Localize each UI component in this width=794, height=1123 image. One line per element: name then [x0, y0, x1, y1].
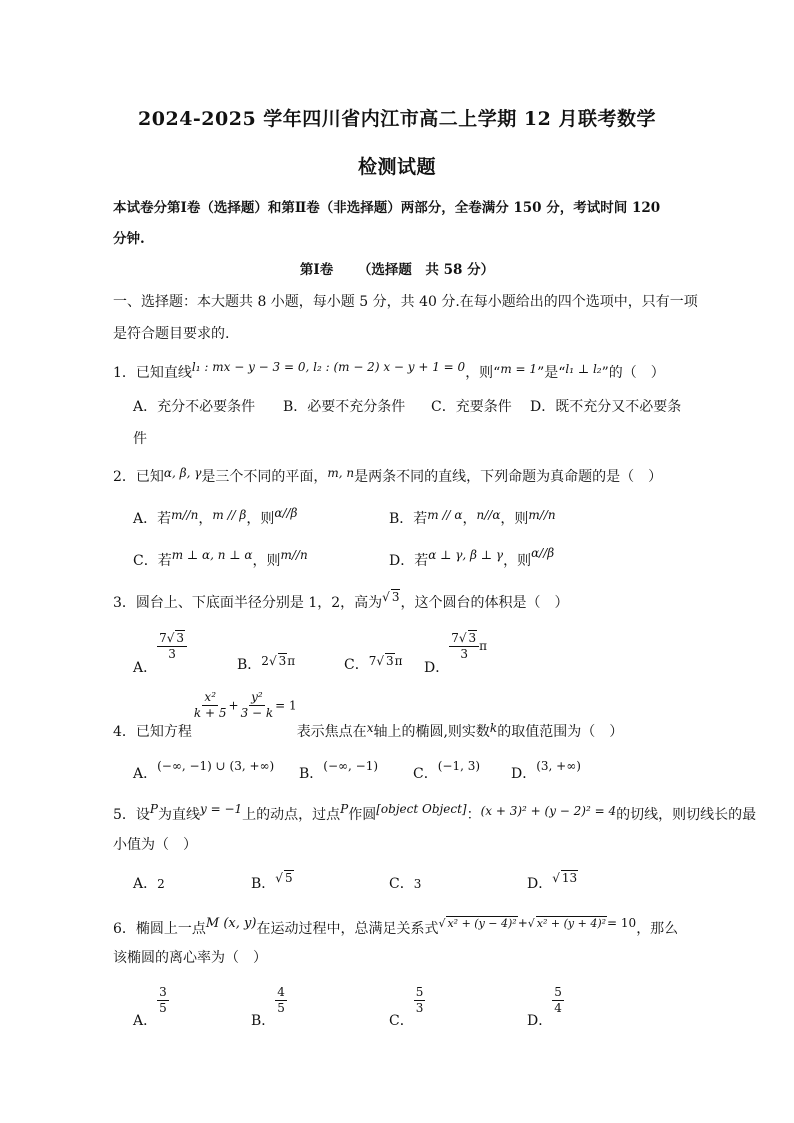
q1-lines-formula: l₁ : mx − y − 3 = 0, l₂ : (m − 2) x − y + 1 = 0	[191, 360, 466, 374]
q4-option-b: B．(−∞, −1)	[299, 759, 379, 782]
question-3-stem: 3．圆台上、下底面半径分别是 1，2，高为√ 3，这个圆台的体积是（ ）	[113, 592, 568, 612]
q1-condition: m = 1	[500, 362, 538, 376]
q5-option-d: D．√ 13	[527, 873, 578, 893]
section-heading	[0, 258, 794, 278]
question-5-line-2: 小值为（ ）	[113, 837, 197, 853]
q2-option-a: A．若m//n，m // β，则α//β	[133, 506, 298, 527]
q5-option-a: A．2	[133, 876, 165, 892]
q3-height: √ 3	[382, 590, 400, 604]
q4-option-d: D．(3, +∞)	[511, 759, 581, 782]
q6-option-c: C． $\frac{5}{3}$	[389, 985, 424, 1029]
exam-title: 2024-2025 学年四川省内江市高二上学期 12 月联考数学	[138, 108, 656, 130]
q1-perpendicular: l₁ ⊥ l₂	[565, 362, 602, 376]
q3-option-c: C．7√ 3π	[344, 650, 403, 670]
question-2-stem: 2．已知α, β, γ是三个不同的平面，m, n是两条不同的直线，下列命题为真命题的是（ ）	[113, 466, 663, 485]
intro-line-1: 本试卷分第Ⅰ卷（选择题）和第Ⅱ卷（非选择题）两部分，全卷满分 150 分，考试时间 120	[113, 200, 661, 216]
q4-option-a: A．(−∞, −1) ∪ (3, +∞)	[133, 759, 275, 782]
question-6-stem: 6．椭圆上一点M (x, y)在运动过程中，总满足关系式√ $^{x^2 + (y - 4)^2}$+√ $^{x^2 + (y + 4)^2}$= 10，那么	[113, 918, 678, 938]
q6-option-a: A． $\frac{3}{5}$	[133, 985, 167, 1029]
instruction-line-2: 是符合题目要求的.	[113, 326, 230, 342]
exam-subtitle: 检测试题	[357, 156, 436, 178]
q3-option-b: B．2√ 3π	[237, 650, 295, 670]
question-1-stem: 1．已知直线l₁ : mx − y − 3 = 0, l₂ : (m − 2) x − y + 1 = 0，则“m = 1”是“l₁ ⊥ l₂”的（ ）	[113, 360, 665, 381]
q1-option-d-wrap: 件	[133, 431, 147, 447]
question-4-stem: 4．已知方程 $\frac{\text{x²}}{k + 5}$ + $\frac{\text{y²}}{3 - k}$ = 1表示焦点在x轴上的椭圆,则实数k的取值范围为（ ）	[113, 690, 624, 740]
q2-option-d: D．若α ⊥ γ, β ⊥ γ，则α//β	[389, 546, 555, 569]
intro-line-2: 分钟.	[113, 231, 145, 247]
q6-option-b: B． $\frac{4}{5}$	[251, 985, 285, 1029]
q1-option-d: D．既不充分又不必要条	[530, 399, 682, 415]
section-label: 第Ⅰ卷	[299, 262, 334, 278]
q4-option-c: C．(−1, 3)	[413, 759, 481, 782]
q2-option-b: B．若m // α，n//α，则m//n	[389, 508, 556, 527]
instruction-line-1: 一、选择题：本大题共 8 小题，每小题 5 分，共 40 分.在每小题给出的四个选项中，只有一项	[113, 294, 698, 310]
q1-option-a: A．充分不必要条件	[133, 399, 256, 415]
question-6-line-2: 该椭圆的离心率为（ ）	[113, 950, 267, 966]
q3-option-d: D． $\frac{7√ 3}{3}$ π	[424, 630, 487, 662]
q6-option-d: D． $\frac{5}{4}$	[527, 985, 562, 1029]
question-5-stem: 5．设P为直线y = −1上的动点，过点P作圆[object Object]：(x + 3)² + (y − 2)² = 4的切线，则切线长的最	[113, 802, 757, 823]
q1-option-b: B．必要不充分条件	[283, 399, 406, 415]
q5-option-c: C．3	[389, 876, 422, 892]
q1-option-c: C．充要条件	[431, 399, 512, 415]
q2-option-c: C．若m ⊥ α, n ⊥ α，则m//n	[133, 548, 308, 569]
q3-option-a: A． $\frac{7√ 3}{3}$	[133, 630, 187, 662]
q5-option-b: B．√ 5	[251, 873, 294, 893]
section-desc: （选择题 共 58 分）	[357, 262, 495, 278]
